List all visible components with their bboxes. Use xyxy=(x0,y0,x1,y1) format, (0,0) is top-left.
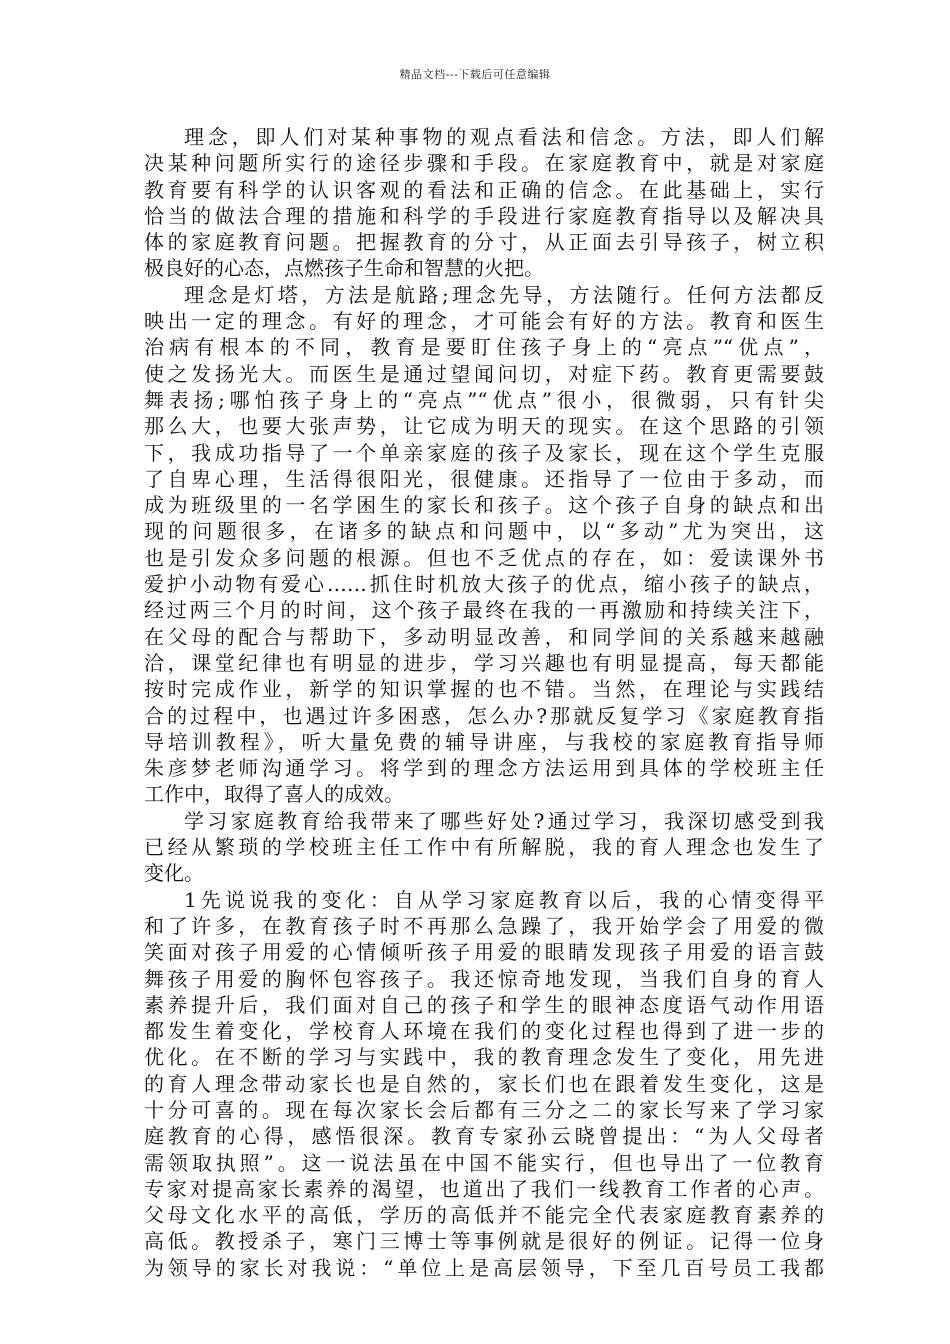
text-line: 了自卑心理，生活得很阳光，很健康。还指导了一位由于多动，而 xyxy=(144,466,824,491)
text-line: 1先说说我的变化：自从学习家庭教育以后，我的心情变得平 xyxy=(184,887,824,912)
text-line: 专家对提高家长素养的渴望，也道出了我们一线教育工作者的心声。 xyxy=(144,1176,824,1201)
text-line: 经过两三个月的时间，这个孩子最终在我的一再激励和持续关注下， xyxy=(144,598,824,623)
text-line: 变化。 xyxy=(144,861,204,886)
text-line: 映出一定的理念。有好的理念，才可能会有好的方法。教育和医生 xyxy=(144,309,824,334)
text-line: 庭教育的心得，感悟很深。教育专家孙云晓曾提出：“为人父母者 xyxy=(144,1124,824,1149)
text-line: 使之发扬光大。而医生是通过望闻问切，对症下药。教育更需要鼓 xyxy=(144,361,824,386)
text-line: 的育人理念带动家长也是自然的，家长们也在跟着发生变化，这是 xyxy=(144,1071,824,1096)
text-line: 也是引发众多问题的根源。但也不乏优点的存在，如：爱读课外书 xyxy=(144,545,824,570)
page-header: 精品文档---下载后可任意编辑 xyxy=(399,68,551,81)
text-line: 治病有根本的不同，教育是要盯住孩子身上的“亮点”“优点”， xyxy=(144,335,824,360)
text-line: 现的问题很多，在诸多的缺点和问题中，以“多动”尤为突出，这 xyxy=(144,519,824,544)
text-line: 舞表扬;哪怕孩子身上的“亮点”“优点”很小，很微弱，只有针尖 xyxy=(144,387,824,412)
text-line: 朱彦梦老师沟通学习。将学到的理念方法运用到具体的学校班主任 xyxy=(144,756,824,781)
text-line: 下，我成功指导了一个单亲家庭的孩子及家长，现在这个学生克服 xyxy=(144,440,824,465)
text-line: 理念，即人们对某种事物的观点看法和信念。方法，即人们解 xyxy=(184,125,824,149)
text-line: 为领导的家长对我说：“单位上是高层领导，下至几百号员工我都 xyxy=(144,1255,824,1280)
text-line: 极良好的心态，点燃孩子生命和智慧的火把。 xyxy=(144,256,544,281)
text-line: 成为班级里的一名学困生的家长和孩子。这个孩子自身的缺点和出 xyxy=(144,493,824,518)
text-line: 都发生着变化，学校育人环境在我们的变化过程也得到了进一步的 xyxy=(144,1019,824,1044)
text-line: 和了许多，在教育孩子时不再那么急躁了，我开始学会了用爱的微 xyxy=(144,913,824,938)
text-line: 导培训教程》，听大量免费的辅导讲座，与我校的家庭教育指导师 xyxy=(144,729,824,754)
text-line: 笑面对孩子用爱的心情倾听孩子用爱的眼睛发现孩子用爱的语言鼓 xyxy=(144,940,824,965)
text-line: 决某种问题所实行的途径步骤和手段。在家庭教育中，就是对家庭 xyxy=(144,151,824,176)
text-line: 按时完成作业，新学的知识掌握的也不错。当然，在理论与实践结 xyxy=(144,677,824,702)
text-line: 已经从繁琐的学校班主任工作中有所解脱，我的育人理念也发生了 xyxy=(144,835,824,860)
text-line: 舞孩子用爱的胸怀包容孩子。我还惊奇地发现，当我们自身的育人 xyxy=(144,966,824,991)
text-line: 优化。在不断的学习与实践中，我的教育理念发生了变化，用先进 xyxy=(144,1045,824,1070)
document-body xyxy=(144,124,824,1281)
text-line: 洽，课堂纪律也有明显的进步，学习兴趣也有明显提高，每天都能 xyxy=(144,650,824,675)
text-line: 学习家庭教育给我带来了哪些好处?通过学习，我深切感受到我 xyxy=(184,808,824,833)
text-line: 教育要有科学的认识客观的看法和正确的信念。在此基础上，实行 xyxy=(144,177,824,202)
text-line: 高低。教授杀子，寒门三博士等事例就是很好的例证。记得一位身 xyxy=(144,1229,824,1254)
text-line: 体的家庭教育问题。把握教育的分寸，从正面去引导孩子，树立积 xyxy=(144,230,824,255)
text-line: 父母文化水平的高低，学历的高低并不能完全代表家庭教育素养的 xyxy=(144,1203,824,1228)
text-line: 爱护小动物有爱心……抓住时机放大孩子的优点，缩小孩子的缺点， xyxy=(144,572,824,597)
text-line: 合的过程中，也遇过许多困惑，怎么办?那就反复学习《家庭教育指 xyxy=(144,703,824,728)
text-line: 那么大，也要大张声势，让它成为明天的现实。在这个思路的引领 xyxy=(144,414,824,439)
text-line: 工作中，取得了喜人的成效。 xyxy=(144,782,404,807)
text-line: 需领取执照”。这一说法虽在中国不能实行，但也导出了一位教育 xyxy=(144,1150,824,1175)
text-line: 在父母的配合与帮助下，多动明显改善，和同学间的关系越来越融 xyxy=(144,624,824,649)
text-line: 素养提升后，我们面对自己的孩子和学生的眼神态度语气动作用语 xyxy=(144,992,824,1017)
text-line: 理念是灯塔，方法是航路;理念先导，方法随行。任何方法都反 xyxy=(184,282,824,307)
text-line: 恰当的做法合理的措施和科学的手段进行家庭教育指导以及解决具 xyxy=(144,203,824,228)
text-line: 十分可喜的。现在每次家长会后都有三分之二的家长写来了学习家 xyxy=(144,1097,824,1122)
